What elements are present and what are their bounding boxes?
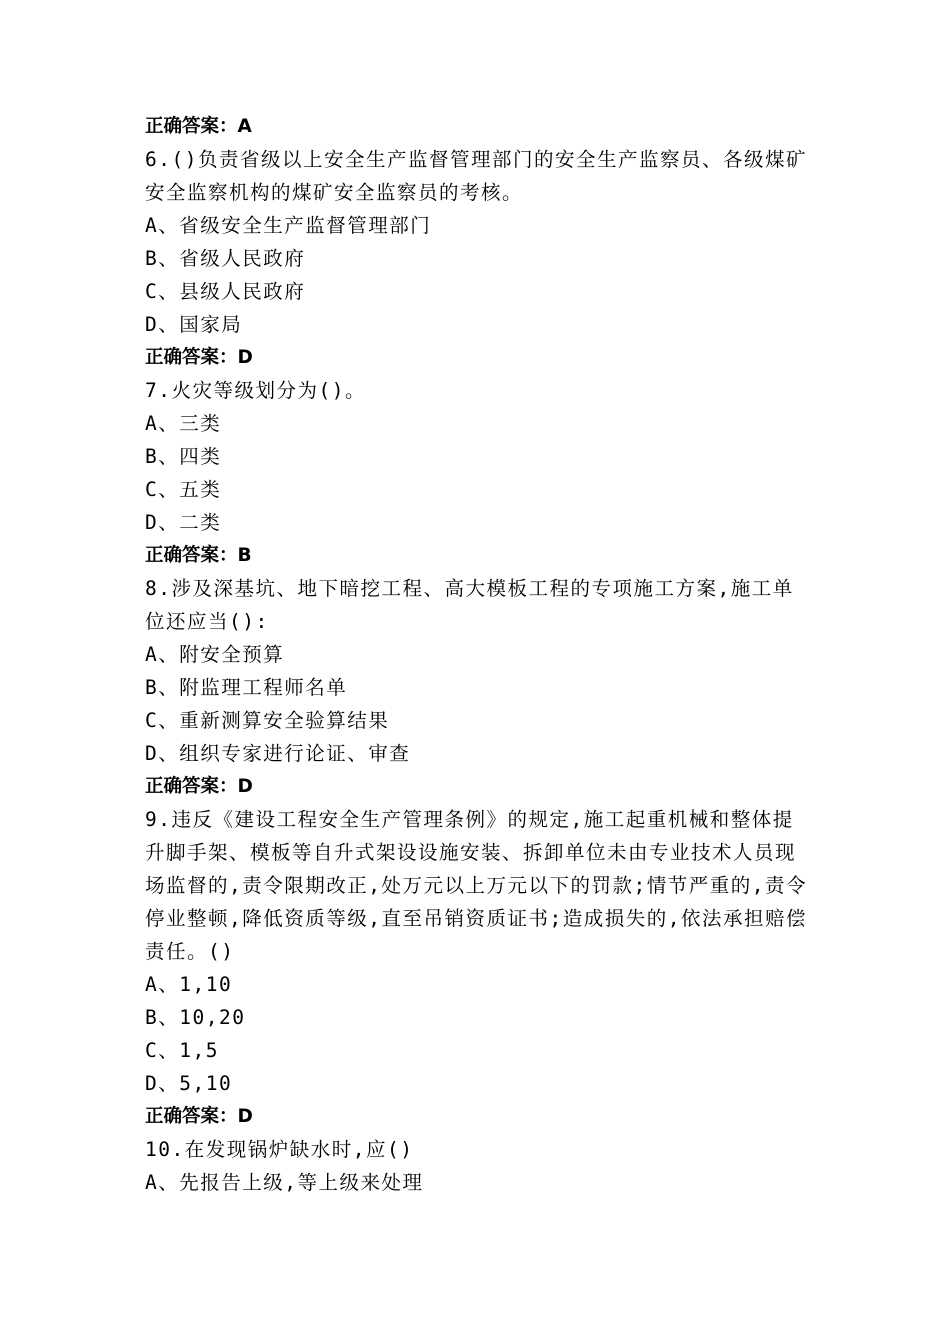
option-line: A、1,10 bbox=[145, 973, 233, 996]
option-line: C、1,5 bbox=[145, 1039, 219, 1062]
option-line: C、五类 bbox=[145, 478, 222, 501]
option-line: C、重新测算安全验算结果 bbox=[145, 709, 390, 732]
question-9: 9.违反《建设工程安全生产管理条例》的规定,施工起重机械和整体提升脚手架、模板等自升式架设设施安装、拆卸单位未由专业技术人员现场监督的,责令限期改正,处万元以上万元以下的罚款;情节严重的,责令停业整顿,降低资质等级,直至吊销资质证书;造成损失的,依法承担赔偿责任。() bbox=[145, 808, 807, 963]
option-line: C、县级人民政府 bbox=[145, 280, 306, 303]
answer-line: 正确答案：B bbox=[145, 545, 252, 566]
answer-line: 正确答案：D bbox=[145, 776, 253, 797]
option-line: B、附监理工程师名单 bbox=[145, 676, 348, 699]
question-7: 7.火灾等级划分为()。 bbox=[145, 379, 366, 402]
option-line: D、组织专家进行论证、审查 bbox=[145, 742, 411, 765]
option-line: A、省级安全生产监督管理部门 bbox=[145, 214, 432, 237]
answer-line: 正确答案：D bbox=[145, 347, 253, 368]
document-content bbox=[145, 110, 810, 1199]
option-line: A、先报告上级,等上级来处理 bbox=[145, 1171, 424, 1194]
question-8: 8.涉及深基坑、地下暗挖工程、高大模板工程的专项施工方案,施工单位还应当(): bbox=[145, 577, 794, 633]
option-line: A、附安全预算 bbox=[145, 643, 285, 666]
answer-line: 正确答案：D bbox=[145, 1106, 253, 1127]
option-line: B、四类 bbox=[145, 445, 222, 468]
option-line: D、5,10 bbox=[145, 1072, 233, 1095]
option-line: D、国家局 bbox=[145, 313, 243, 336]
option-line: B、省级人民政府 bbox=[145, 247, 306, 270]
answer-line: 正确答案：A bbox=[145, 116, 252, 137]
question-10: 10.在发现锅炉缺水时,应() bbox=[145, 1138, 414, 1161]
option-line: B、10,20 bbox=[145, 1006, 246, 1029]
option-line: D、二类 bbox=[145, 511, 222, 534]
option-line: A、三类 bbox=[145, 412, 222, 435]
question-6: 6.()负责省级以上安全生产监督管理部门的安全生产监察员、各级煤矿安全监察机构的煤矿安全监察员的考核。 bbox=[145, 148, 807, 204]
